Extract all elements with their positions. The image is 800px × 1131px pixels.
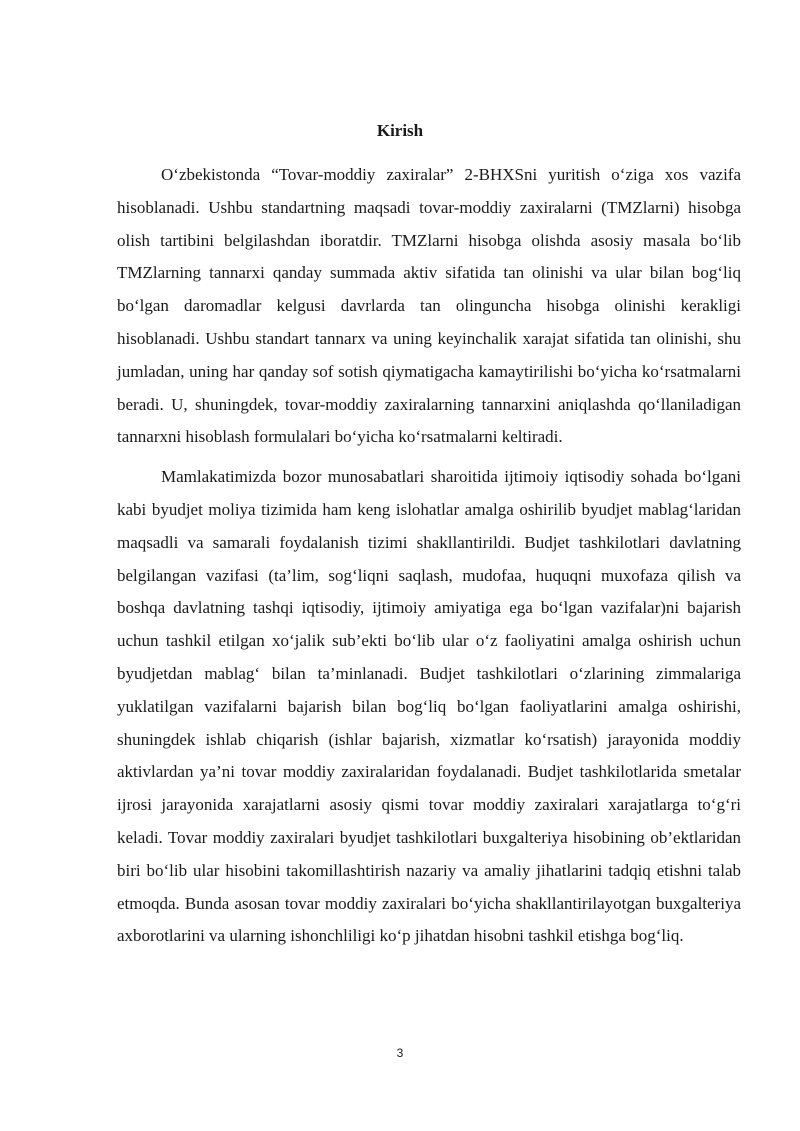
body-text xyxy=(117,159,741,953)
paragraph-2: Mamlakatimizda bozor munosabatlari sharoitida ijtimoiy iqtisodiy sohada bo‘lgani kabi byudjet moliya tizimida ham keng islohatlar amalga oshirilib byudjet mablag‘laridan maqsadli va samarali foydalanish tizimi shakllantirildi. Budjet tashkilotlari davlatning belgilangan vazifasi (ta’lim, sog‘liqni saqlash, mudofaa, huquqni muxofaza qilish va boshqa davlatning tashqi iqtisodiy, ijtimoiy amiyatiga ega bo‘lgan vazifalar)ni bajarish uchun tashkil etilgan xo‘jalik sub’ekti bo‘lib ular o‘z faoliyatini amalga oshirish uchun byudjetdan mablag‘ bilan ta’minlanadi. Budjet tashkilotlari o‘zlarining zimmalariga yuklatilgan vazifalarni bajarish bilan bog‘liq bo‘lgan faoliyatlarini amalga oshirishi, shuningdek ishlab chiqarish (ishlar bajarish, xizmatlar ko‘rsatish) jarayonida moddiy aktivlardan ya’ni tovar moddiy zaxiralaridan foydalanadi. Budjet tashkilotlarida smetalar ijrosi jarayonida xarajatlarni asosiy qismi tovar moddiy zaxiralari xarajatlarga to‘g‘ri keladi. Tovar moddiy zaxiralari byudjet tashkilotlari buxgalteriya hisobining ob’ektlaridan biri bo‘lib ular hisobini takomillashtirish nazariy va amaliy jihatlarini tadqiq etishni talab etmoqda. Bunda asosan tovar moddiy zaxiralari bo‘yicha shakllantirilayotgan buxgalteriya axborotlarini va ularning ishonchliligi ko‘p jihatdan hisobni tashkil etishga bog‘liq. xyxy=(117,467,741,946)
section-heading: Kirish xyxy=(376,121,424,140)
page-number: 3 xyxy=(396,1046,404,1060)
paragraph-1: O‘zbekistonda “Tovar-moddiy zaxiralar” 2-BHXSni yuritish o‘ziga xos vazifa hisoblanadi. Ushbu standartning maqsadi tovar-moddiy zaxiralarni (TMZlarni) hisobga olish tartibini belgilashdan iboratdir. TMZlarni hisobga olishda asosiy masala bo‘lib TMZlarning tannarxi qanday summada aktiv sifatida tan olinishi va ular bilan bog‘liq bo‘lgan daromadlar kelgusi davrlarda tan olinguncha hisobga olinishi kerakligi hisoblanadi. Ushbu standart tannarx va uning keyinchalik xarajat sifatida tan olinishi, shu jumladan, uning har qanday sof sotish qiymatigacha kamaytirilishi bo‘yicha ko‘rsatmalarni beradi. U, shuningdek, tovar-moddiy zaxiralarning tannarxini aniqlashda qo‘llaniladigan tannarxni hisoblash formulalari bo‘yicha ko‘rsatmalarni keltiradi. xyxy=(117,165,741,447)
